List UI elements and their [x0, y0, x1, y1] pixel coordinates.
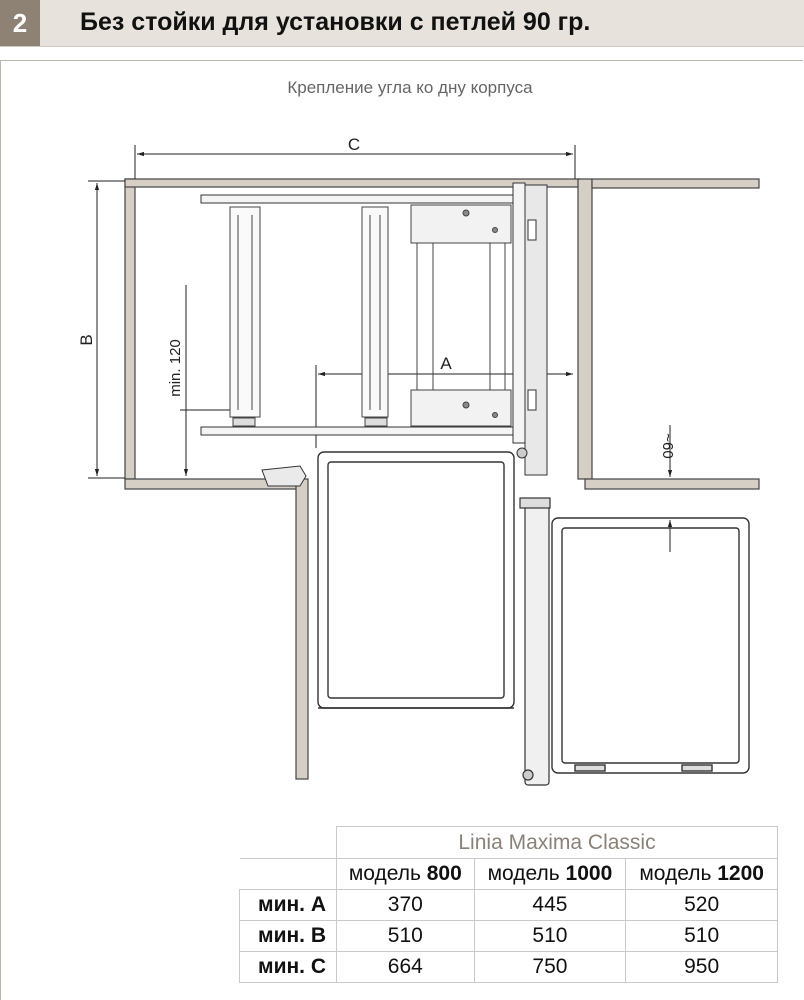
table-row — [240, 921, 778, 952]
dimension-b-label: B — [77, 334, 96, 346]
table-header-row — [240, 859, 778, 890]
table-cell: 750 — [474, 952, 626, 983]
table-cell: 520 — [626, 890, 778, 921]
table-cell: 950 — [626, 952, 778, 983]
right-cabinet-front-edge — [585, 479, 759, 489]
row-label: мин. C — [240, 952, 337, 983]
section-title: Без стойки для установки с петлей 90 гр. — [80, 8, 591, 36]
dimension-60-label: ~60 — [659, 433, 676, 459]
front-basket-right — [552, 518, 749, 773]
row-label: мин. A — [240, 890, 337, 921]
table-cell: 370 — [337, 890, 475, 921]
dimension-b — [88, 181, 125, 478]
hinge-column — [513, 183, 547, 475]
mechanism-plates — [411, 205, 511, 426]
right-cabinet-side-wall — [578, 179, 592, 479]
model-header: модель 800 — [337, 859, 475, 890]
dimension-a-label: A — [440, 354, 452, 373]
right-cabinet-back-wall — [592, 179, 759, 188]
front-basket-left — [318, 452, 514, 708]
product-name: Linia Maxima Classic — [337, 827, 778, 859]
model-header: модель 1200 — [626, 859, 778, 890]
table-cell: 445 — [474, 890, 626, 921]
specs-table — [239, 826, 778, 983]
table-row — [240, 952, 778, 983]
row-label: мин. B — [240, 921, 337, 952]
table-cell: 510 — [474, 921, 626, 952]
table-cell: 664 — [337, 952, 475, 983]
dimension-min120-label: min. 120 — [167, 339, 184, 397]
dimension-min120 — [180, 285, 235, 476]
cabinet-back-wall — [125, 179, 580, 187]
table-cell: 510 — [337, 921, 475, 952]
dimension-c-label: C — [347, 135, 361, 154]
right-door — [520, 498, 550, 785]
table-title-row — [240, 827, 778, 859]
left-cabinet-wall — [125, 179, 135, 479]
model-header: модель 1000 — [474, 859, 626, 890]
left-cabinet — [125, 179, 580, 779]
table-cell: 510 — [626, 921, 778, 952]
corner-bracket — [262, 466, 306, 486]
basket-rails-left — [230, 207, 388, 426]
left-door-panel — [296, 479, 308, 779]
drawing-subtitle: Крепление угла ко дну корпуса — [287, 78, 533, 97]
step-number-badge: 2 — [0, 0, 40, 46]
table-row — [240, 890, 778, 921]
